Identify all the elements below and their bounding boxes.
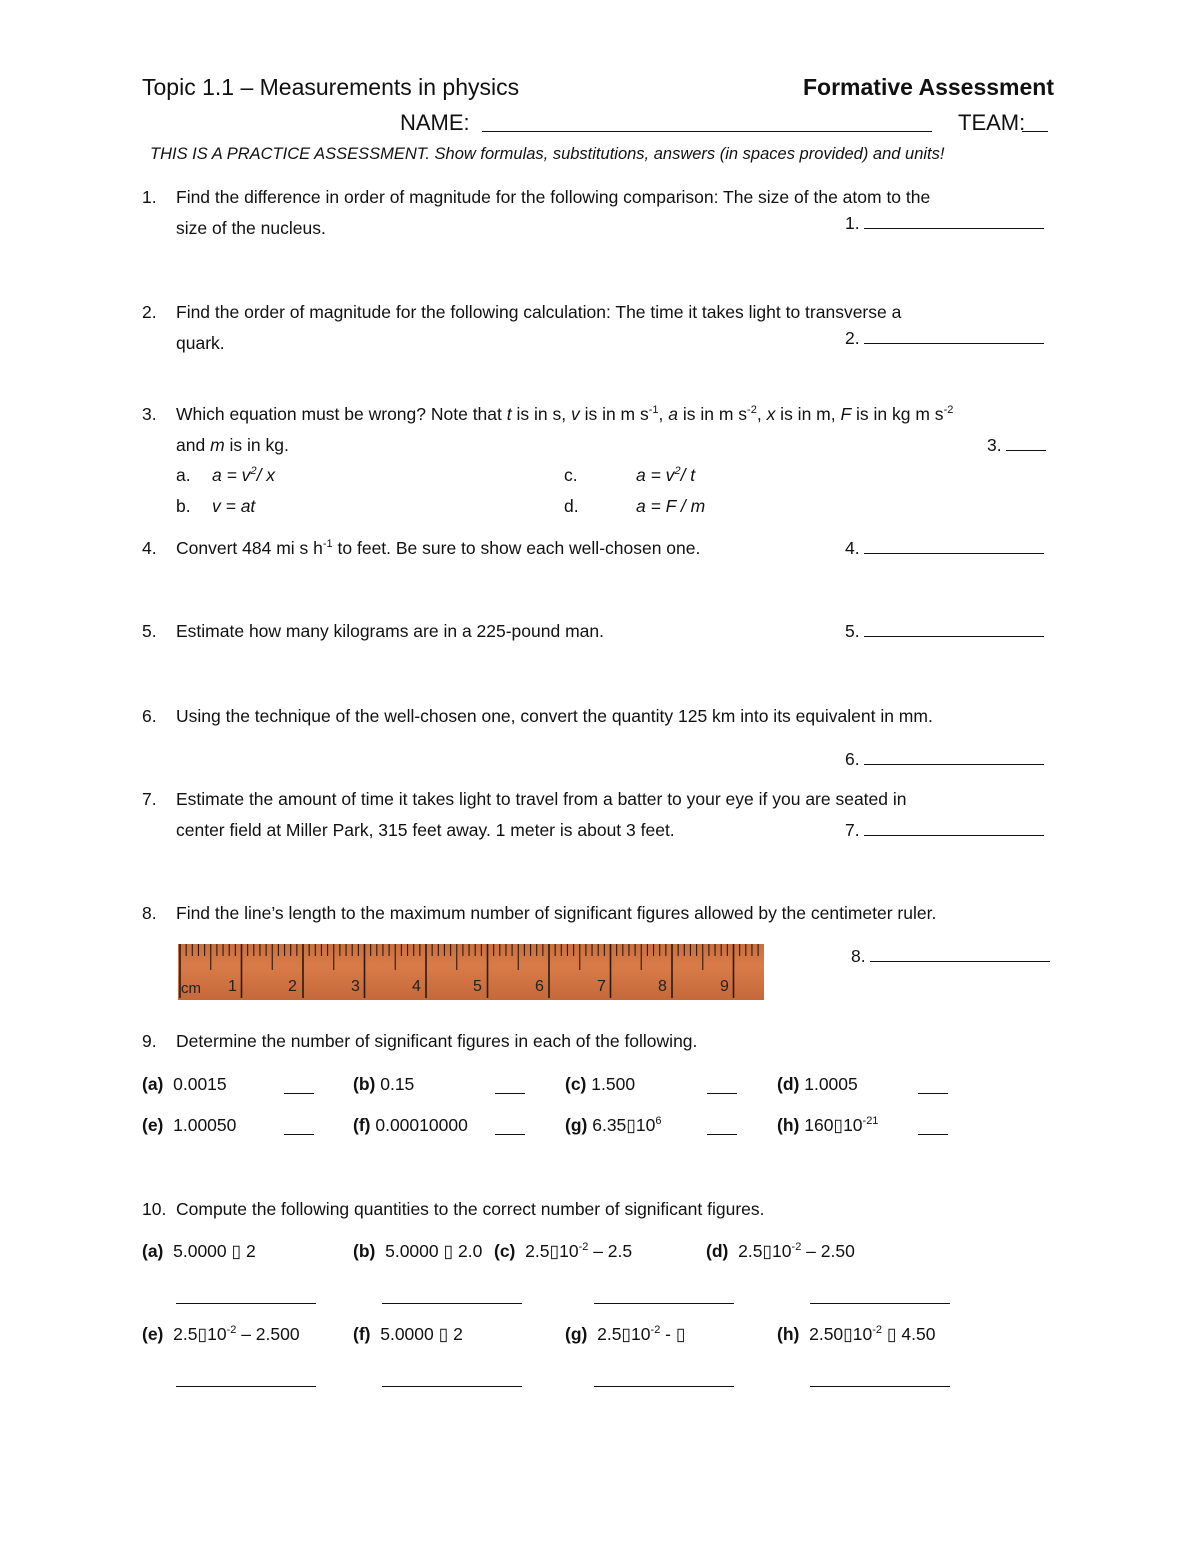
option-d-label: d. bbox=[564, 496, 579, 516]
answer-5[interactable] bbox=[845, 621, 1044, 642]
option-c: $a = v^2/$ t bbox=[636, 465, 696, 485]
compute-answer-b[interactable] bbox=[382, 1303, 522, 1304]
question-3-line2: and m is in kg. bbox=[176, 435, 289, 455]
compute-answer-f[interactable] bbox=[382, 1386, 522, 1387]
option-d: a = F / m bbox=[636, 496, 706, 516]
question-6-number: 6. bbox=[142, 706, 157, 726]
sigfig-answer-c[interactable] bbox=[707, 1093, 737, 1094]
compute-item-c: (c) $2.5▯10^{-2} - 2.5$ bbox=[494, 1241, 633, 1261]
ruler-label-5: 5 bbox=[473, 978, 482, 995]
sigfig-item-g: (g) $6.35▯10^6$ bbox=[565, 1115, 662, 1135]
question-text-line2: quark. bbox=[176, 333, 225, 353]
answer-6[interactable] bbox=[845, 749, 1044, 770]
ruler-label-3: 3 bbox=[351, 978, 360, 995]
ruler-label-8: 8 bbox=[658, 978, 667, 995]
answer-3[interactable] bbox=[987, 435, 1046, 456]
question-6-text: Using the technique of the well-chosen one, convert the quantity 125 km into its equivalent in mm. bbox=[176, 706, 933, 726]
topic-title: Topic 1.1 – Measurements in physics bbox=[142, 74, 520, 100]
ruler-label-1: 1 bbox=[228, 978, 237, 995]
option-b: v = at bbox=[212, 496, 256, 516]
question-text-line1: Find the difference in order of magnitude for the following comparison: The size of the atom to the bbox=[176, 187, 931, 207]
option-b-label: b. bbox=[176, 496, 191, 516]
compute-item-e: (e) $2.5▯10^{-2} - 2.500$ bbox=[142, 1324, 300, 1344]
question-text-line2: center field at Miller Park, 315 feet away. 1 meter is about 3 feet. bbox=[176, 820, 675, 840]
assessment-title: Formative Assessment bbox=[803, 74, 1054, 100]
sigfig-answer-g[interactable] bbox=[707, 1134, 737, 1135]
sigfig-item-h: (h) $160▯10^{-21}$ bbox=[777, 1115, 879, 1135]
sigfig-item-b: (b) 0.15 bbox=[353, 1074, 415, 1094]
question-10-text: Compute the following quantities to the correct number of significant figures. bbox=[176, 1199, 765, 1219]
answer-label: 3. bbox=[987, 435, 1002, 455]
answer-1[interactable] bbox=[845, 213, 1044, 234]
question-number: 1. bbox=[142, 187, 157, 207]
answer-2[interactable] bbox=[845, 328, 1044, 349]
answer-4[interactable] bbox=[845, 538, 1044, 559]
sigfig-item-a: (a) 0.0015 bbox=[142, 1074, 227, 1094]
option-a-label: a. bbox=[176, 465, 191, 485]
question-8-number: 8. bbox=[142, 903, 157, 923]
question-3-number: 3. bbox=[142, 404, 157, 424]
question-10-number: 10. bbox=[142, 1199, 167, 1219]
team-label: TEAM: bbox=[958, 110, 1026, 135]
question-3-line1: Which equation must be wrong? Note that t is in s, v is in m $s^{-1}$, a is in m $s^{-2}$, x is in m, F is in kg m $s^{-2}$ bbox=[176, 404, 954, 424]
question-number: 2. bbox=[142, 302, 157, 322]
compute-answer-g[interactable] bbox=[594, 1386, 734, 1387]
compute-item-b: (b) 5.0000 ▯ 2.0 bbox=[353, 1241, 483, 1261]
centimeter-ruler bbox=[178, 944, 764, 1000]
answer-label: 6. bbox=[845, 749, 860, 769]
sigfig-item-c: (c) 1.500 bbox=[565, 1074, 636, 1094]
sigfig-item-d: (d) 1.0005 bbox=[777, 1074, 858, 1094]
question-4-text: Convert 484 mi s $h^{-1}$ to feet. Be sure to show each well-chosen one. bbox=[176, 538, 701, 558]
answer-label: 7. bbox=[845, 820, 860, 840]
answer-label: 4. bbox=[845, 538, 860, 558]
compute-item-a: (a) 5.0000 ▯ 2 bbox=[142, 1241, 256, 1261]
name-field[interactable] bbox=[482, 131, 932, 132]
answer-8[interactable] bbox=[851, 946, 1050, 967]
sigfig-answer-e[interactable] bbox=[284, 1134, 314, 1135]
team-field[interactable] bbox=[1022, 131, 1048, 132]
compute-answer-h[interactable] bbox=[810, 1386, 950, 1387]
instructions: THIS IS A PRACTICE ASSESSMENT. Show formulas, substitutions, answers (in spaces provided) and units! bbox=[150, 145, 945, 163]
question-4-number: 4. bbox=[142, 538, 157, 558]
question-text-line1: Find the order of magnitude for the following calculation: The time it takes light to transverse a bbox=[176, 302, 902, 322]
sigfig-answer-f[interactable] bbox=[495, 1134, 525, 1135]
answer-label: 1. bbox=[845, 213, 860, 233]
question-text-line1: Estimate the amount of time it takes light to travel from a batter to your eye if you are seated in bbox=[176, 789, 907, 809]
compute-answer-c[interactable] bbox=[594, 1303, 734, 1304]
question-9-text: Determine the number of significant figures in each of the following. bbox=[176, 1031, 698, 1051]
ruler-label-9: 9 bbox=[720, 978, 729, 995]
ruler-label-4: 4 bbox=[412, 978, 421, 995]
question-8-text: Find the line’s length to the maximum number of significant figures allowed by the centimeter ruler. bbox=[176, 903, 937, 923]
sigfig-item-e: (e) 1.00050 bbox=[142, 1115, 237, 1135]
question-5-text: Estimate how many kilograms are in a 225-pound man. bbox=[176, 621, 604, 641]
compute-item-g: (g) $2.5▯10^{-2}$ - ▯ bbox=[565, 1324, 686, 1344]
compute-item-h: (h) $2.50▯10^{-2}$ ▯ 4.50 bbox=[777, 1324, 936, 1344]
sigfig-answer-b[interactable] bbox=[495, 1093, 525, 1094]
answer-label: 2. bbox=[845, 328, 860, 348]
sigfig-answer-d[interactable] bbox=[918, 1093, 948, 1094]
answer-label: 8. bbox=[851, 946, 866, 966]
name-label: NAME: bbox=[400, 110, 470, 135]
question-number: 7. bbox=[142, 789, 157, 809]
question-5-number: 5. bbox=[142, 621, 157, 641]
ruler-ticks bbox=[178, 944, 764, 1000]
ruler-label-2: 2 bbox=[288, 978, 297, 995]
compute-item-d: (d) $2.5▯10^{-2} - 2.50$ bbox=[706, 1241, 855, 1261]
ruler-label-7: 7 bbox=[597, 978, 606, 995]
sigfig-answer-h[interactable] bbox=[918, 1134, 948, 1135]
sigfig-item-f: (f) 0.00010000 bbox=[353, 1115, 468, 1135]
compute-item-f: (f) 5.0000 ▯ 2 bbox=[353, 1324, 463, 1344]
question-text-line2: size of the nucleus. bbox=[176, 218, 326, 238]
ruler-label-6: 6 bbox=[535, 978, 544, 995]
compute-answer-d[interactable] bbox=[810, 1303, 950, 1304]
compute-answer-e[interactable] bbox=[176, 1386, 316, 1387]
answer-label: 5. bbox=[845, 621, 860, 641]
answer-7[interactable] bbox=[845, 820, 1044, 841]
compute-answer-a[interactable] bbox=[176, 1303, 316, 1304]
option-a: $a = v^2/$ x bbox=[212, 465, 276, 485]
sigfig-answer-a[interactable] bbox=[284, 1093, 314, 1094]
ruler-unit-label: cm bbox=[181, 980, 201, 997]
question-9-number: 9. bbox=[142, 1031, 157, 1051]
option-c-label: c. bbox=[564, 465, 578, 485]
